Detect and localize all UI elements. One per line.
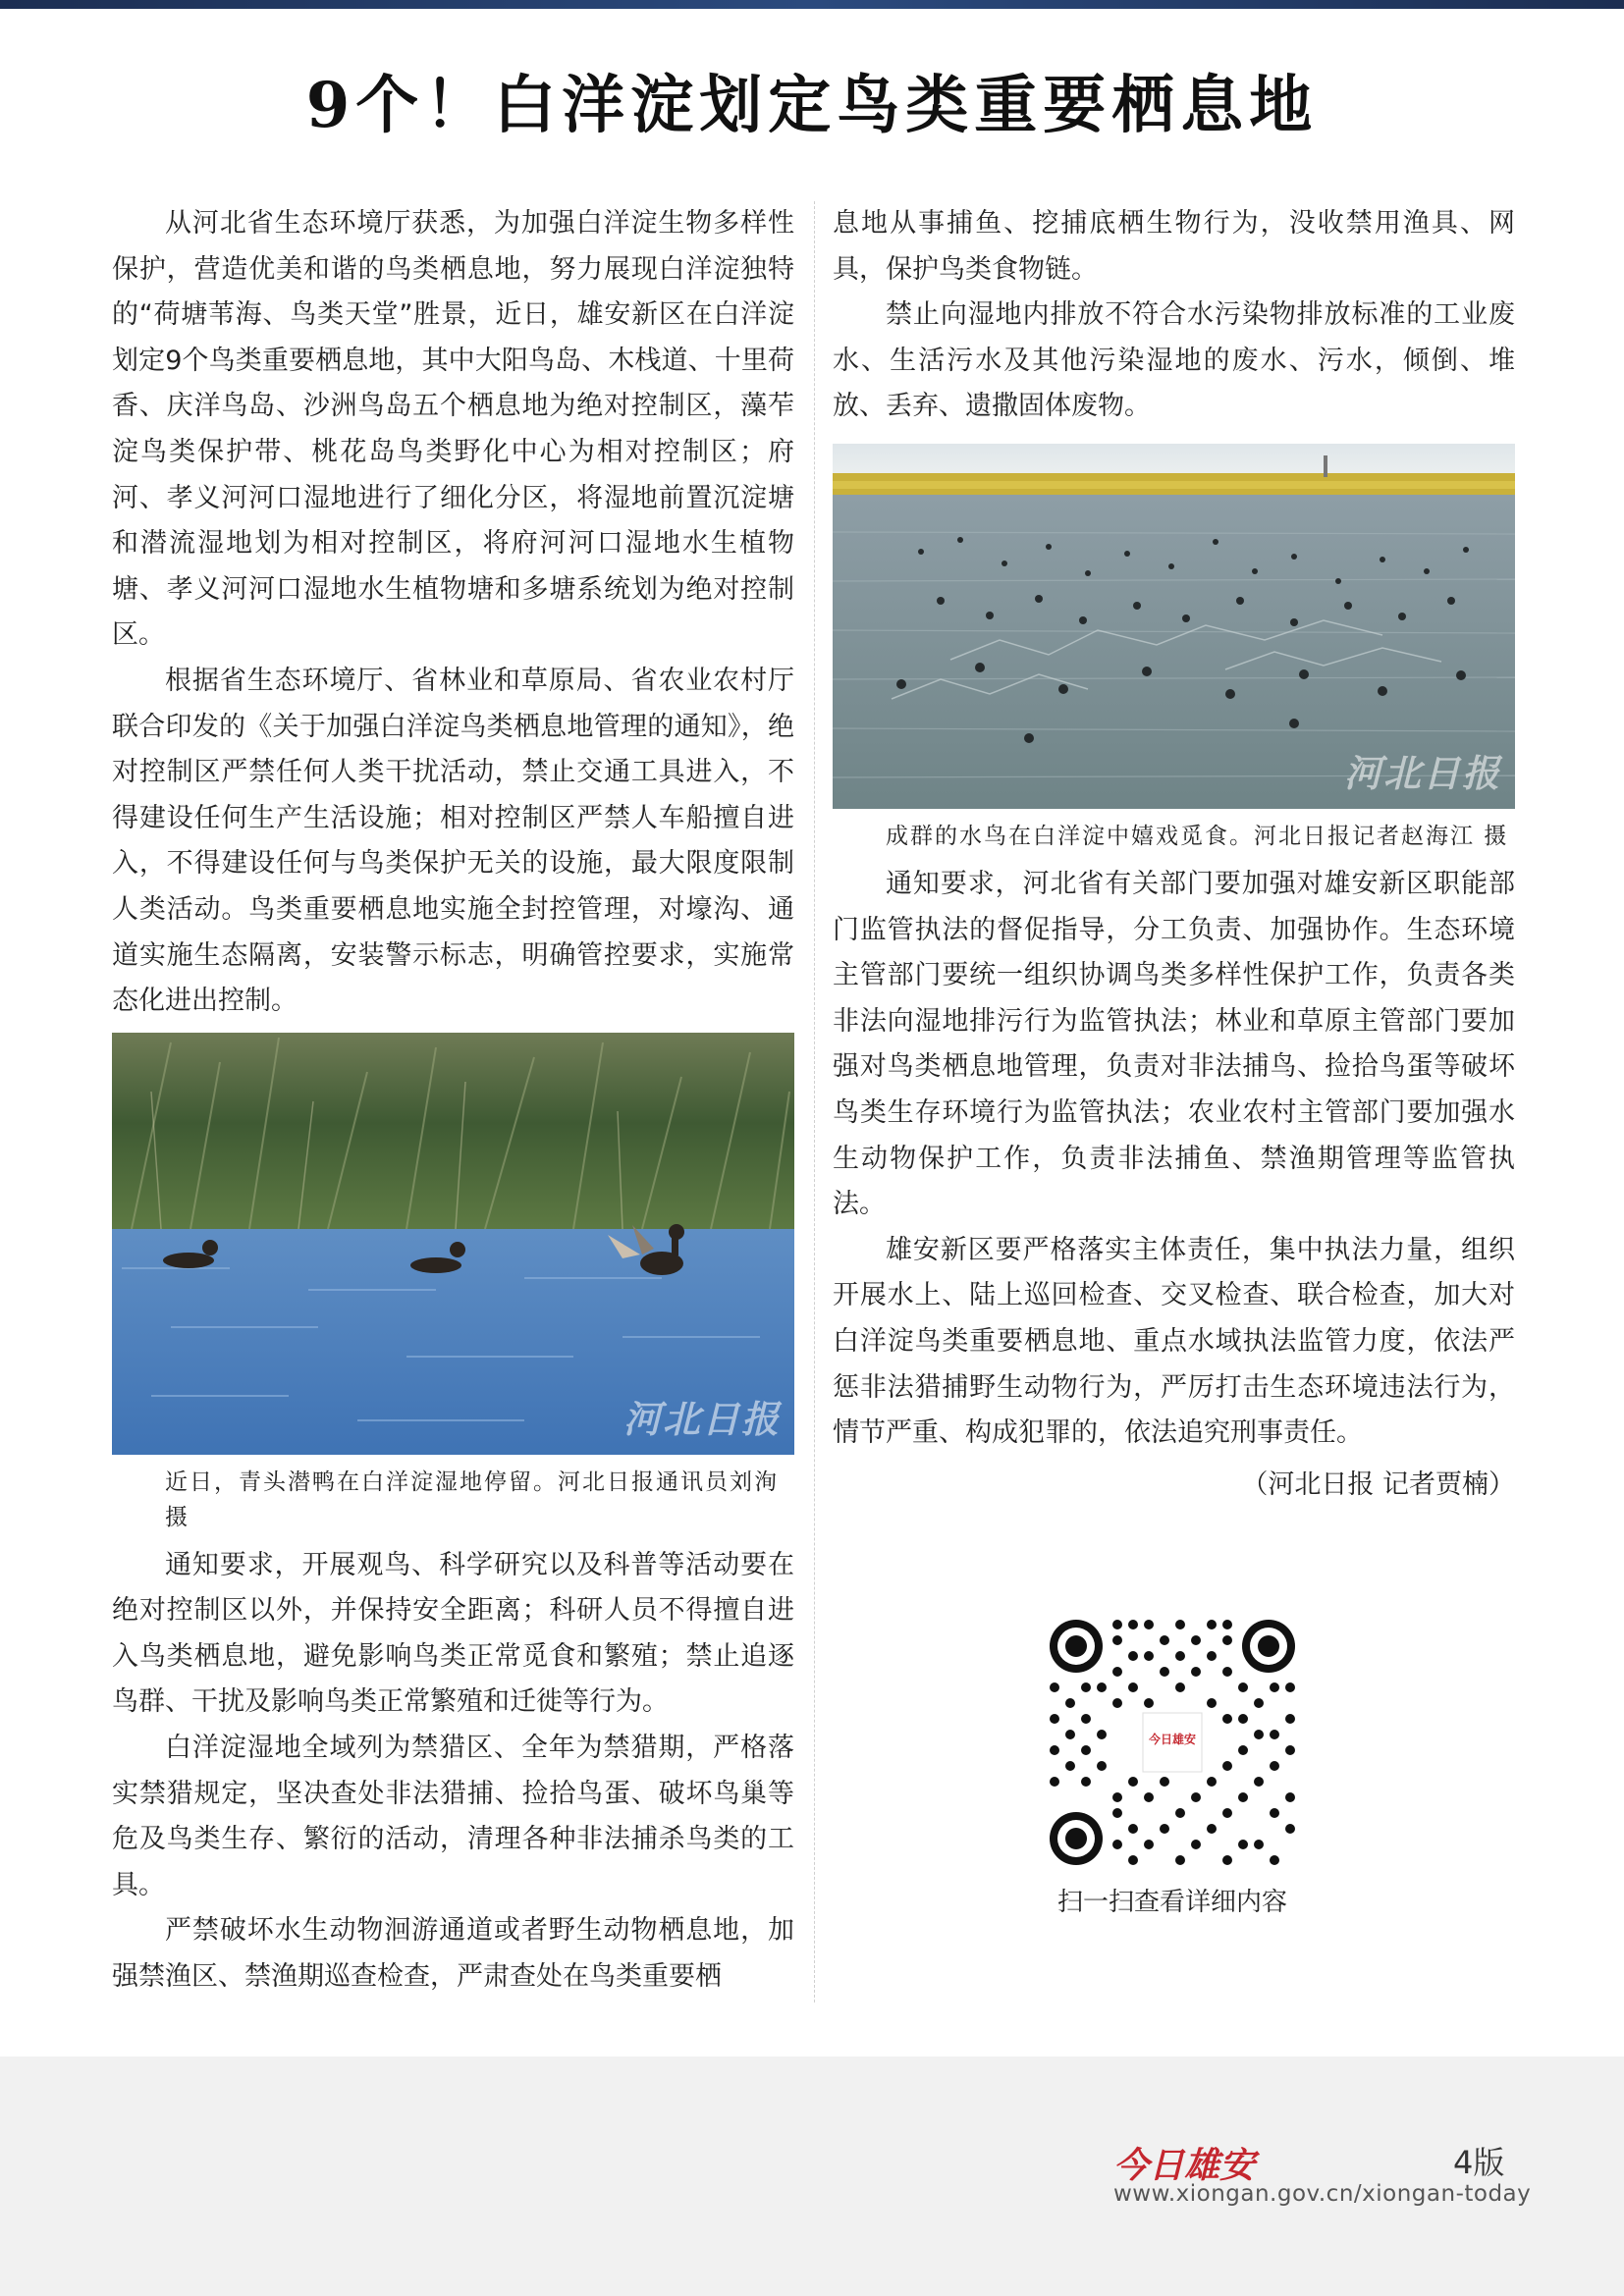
footer-url[interactable]: www.xiongan.gov.cn/xiongan-today [1113,2181,1532,2207]
byline: （河北日报 记者贾楠） [1241,1468,1515,1500]
paragraph: 白洋淀湿地全域列为禁猎区、全年为禁猎期，严格落实禁猎规定，坚决查处非法猎捕、捡拾鸟蛋、破坏鸟巢等危及鸟类生存、繁衍的活动，清理各种非法捕杀鸟类的工具。 [112,1733,794,1900]
column-divider [814,201,815,2002]
paragraph: 雄安新区要严格落实主体责任，集中执法力量，组织开展水上、陆上巡回检查、交叉检查、联合检查，加大对白洋淀鸟类重要栖息地、重点水域执法监管力度，依法严惩非法猎捕野生动物行为，严厉打击生态环境违法行为，情节严重、构成犯罪的，依法追究刑事责任。 [833,1234,1515,1449]
left-column [112,201,794,2001]
paragraph: 严禁破坏水生动物洄游通道或者野生动物栖息地，加强禁渔区、禁渔期巡查检查，严肃查处在鸟类重要栖 [112,1915,794,1993]
watermark: 河北日报 [1343,750,1501,795]
photo-waterbird-flock [833,444,1515,809]
paragraph: 根据省生态环境厅、省林业和草原局、省农业农村厅联合印发的《关于加强白洋淀鸟类栖息地管理的通知》，绝对控制区严禁任何人类干扰活动，禁止交通工具进入，不得建设任何生产生活设施；相对控制区严禁人车船擅自进入，不得建设任何与鸟类保护无关的设施，最大限度限制人类活动。鸟类重要栖息地实施全封控管理，对壕沟、通道实施生态隔离，安装警示标志，明确管控要求，实施常态化进出控制。 [112,665,794,1017]
footer-brand-logo: 今日雄安 [1113,2145,1256,2186]
photo-caption: 近日，青头潜鸭在白洋淀湿地停留。河北日报通讯员刘洵 摄 [165,1468,779,1530]
photo-diving-ducks [112,1033,794,1455]
photo-caption: 成群的水鸟在白洋淀中嬉戏觅食。河北日报记者赵海江 摄 [886,823,1509,849]
qr-center-logo: 今日雄安 [1148,1733,1196,1746]
qr-label: 扫一扫查看详细内容 [1056,1888,1287,1917]
paragraph: 从河北省生态环境厅获悉，为加强白洋淀生物多样性保护，营造优美和谐的鸟类栖息地，努力展现白洋淀独特的“荷塘苇海、鸟类天堂”胜景，近日，雄安新区在白洋淀划定9个鸟类重要栖息地，其中大阳鸟岛、木栈道、十里荷香、庆洋鸟岛、沙洲鸟岛五个栖息地为绝对控制区，藻苲淀鸟类保护带、桃花岛鸟类野化中心为相对控制区；府河、孝义河河口湿地进行了细化分区，将湿地前置沉淀塘和潜流湿地划为相对控制区，将府河河口湿地水生植物塘、孝义河河口湿地水生植物塘和多塘系统划为绝对控制区。 [112,208,794,651]
page-number: 4版 [1453,2144,1505,2181]
qr-code-block [1045,1615,1300,1918]
paragraph: 通知要求，河北省有关部门要加强对雄安新区职能部门监管执法的督促指导，分工负责、加强协作。生态环境主管部门要统一组织协调鸟类多样性保护工作，负责各类非法向湿地排污行为监管执法；林业和草原主管部门要加强对鸟类栖息地管理，负责对非法捕鸟、捡拾鸟蛋等破坏鸟类生存环境行为监管执法；农业农村主管部门要加强水生动物保护工作，负责非法捕鱼、禁渔期管理等监管执法。 [833,868,1515,1220]
footer [0,2056,1624,2296]
top-accent-bar [0,0,1624,9]
qr-code[interactable] [1045,1615,1300,1870]
paragraph: 禁止向湿地内排放不符合水污染物排放标准的工业废水、生活污水及其他污染湿地的废水、污水，倾倒、堆放、丢弃、遗撒固体废物。 [833,299,1515,422]
right-column [833,201,1515,1508]
paragraph: 息地从事捕鱼、挖捕底栖生物行为，没收禁用渔具、网具，保护鸟类食物链。 [833,208,1515,285]
paragraph: 通知要求，开展观鸟、科学研究以及科普等活动要在绝对控制区以外，并保持安全距离；科研人员不得擅自进入鸟类栖息地，避免影响鸟类正常觅食和繁殖；禁止追逐鸟群、干扰及影响鸟类正常繁殖和迁徙等行为。 [112,1549,794,1718]
watermark: 河北日报 [623,1396,781,1441]
article-title: 9个！白洋淀划定鸟类重要栖息地 [305,69,1319,142]
